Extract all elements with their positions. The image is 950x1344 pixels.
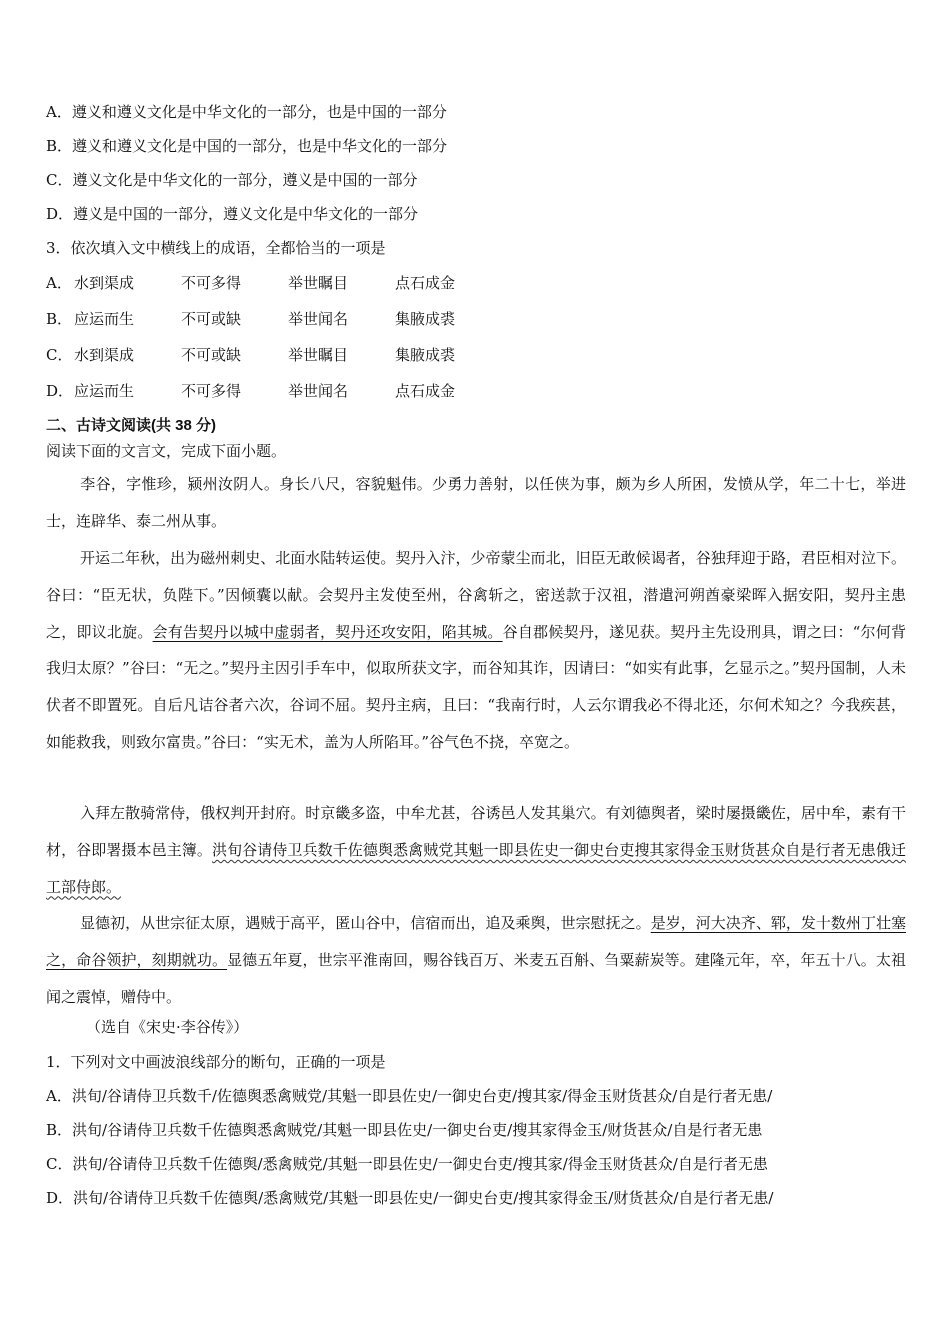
idiom: 举世闻名 (288, 310, 349, 328)
passage-paragraph-4 (46, 905, 906, 1015)
idiom: 举世瞩目 (288, 346, 349, 364)
option-letter: A． (46, 274, 72, 292)
passage-source: （选自《宋史·李谷传》） (86, 1018, 249, 1036)
idiom: 不可或缺 (181, 346, 242, 364)
option-letter: D． (46, 382, 74, 400)
wavy-underlined-passage: 洪旬谷请侍卫兵数千佐德舆悉禽贼党其魁一即县佐史一御史台吏搜其家得金玉财货甚众自是行者无患俄迁工部侍郎。 (46, 840, 906, 896)
idiom: 集腋成裘 (395, 346, 456, 364)
idiom: 应运而生 (74, 310, 135, 328)
idiom: 应运而生 (74, 382, 135, 400)
q2-option-c: C．遵义文化是中华文化的一部分，遵义是中国的一部分 (46, 171, 418, 189)
idiom: 水到渠成 (74, 346, 135, 364)
section-intro: 阅读下面的文言文，完成下面小题。 (46, 442, 287, 460)
option-letter: B． (46, 310, 73, 328)
idiom: 集腋成裘 (395, 310, 456, 328)
q1-stem: 1．下列对文中画波浪线部分的断句，正确的一项是 (46, 1053, 386, 1071)
q2-option-a: A．遵义和遵义文化是中华文化的一部分，也是中国的一部分 (46, 103, 447, 121)
q3-option-c (0, 345, 950, 365)
q3-option-a (0, 273, 950, 293)
idiom: 不可多得 (181, 274, 242, 292)
idiom: 举世瞩目 (288, 274, 349, 292)
underlined-sentence: 会有告契丹以城中虚弱者，契丹还攻安阳，陷其城。 (152, 622, 503, 641)
idiom: 不可多得 (181, 382, 242, 400)
q3-stem: 3．依次填入文中横线上的成语，全都恰当的一项是 (46, 239, 386, 257)
passage-paragraph-3 (46, 795, 906, 905)
idiom: 点石成金 (395, 382, 456, 400)
idiom: 水到渠成 (74, 274, 135, 292)
paragraph-text: 入拜左散骑常侍，俄权判开封府。时京畿多盗，中牟尤甚，谷诱邑人发其巢穴。有刘德舆者，梁时屡摄畿佐，居中牟，素有干材，谷即署摄本邑主簿。 (46, 804, 906, 859)
paragraph-text: 谷自郡候契丹，遂见获。契丹主先设刑具，谓之曰：“尔何背我归太原？”谷曰：“无之。”契丹主因引手车中，似取所获文字，而谷知其诈，因请曰：“如实有此事，乞显示之。”契丹国制，人未伏者不即置死。自后凡诘谷者六次，谷词不屈。契丹主病，且曰：“我南行时，人云尔谓我必不得北还，尔何术知之？今我疾甚，如能救我，则致尔富贵。”谷曰：“实无术，盖为人所陷耳。”谷气色不挠，卒宽之。 (46, 622, 906, 751)
q2-option-d: D．遵义是中国的一部分，遵义文化是中华文化的一部分 (46, 205, 419, 223)
q1-option-d: D．洪旬/谷请侍卫兵数千佐德舆/悉禽贼党/其魁一即县佐史/一御史台吏/搜其家得金玉/财货甚众/自是行者无患/ (46, 1189, 774, 1207)
section-heading: 二、古诗文阅读(共 38 分) (46, 417, 217, 434)
passage-paragraph-2 (46, 540, 906, 761)
q1-option-c: C．洪旬/谷请侍卫兵数千佐德舆/悉禽贼党/其魁一即县佐史/一御史台吏/搜其家/得金玉财货甚众/自是行者无患 (46, 1155, 768, 1173)
q2-option-b: B．遵义和遵义文化是中国的一部分，也是中华文化的一部分 (46, 137, 448, 155)
q3-option-d (0, 381, 950, 401)
paragraph-text: 李谷，字惟珍，颍州汝阴人。身长八尺，容貌魁伟。少勇力善射，以任侠为事，颇为乡人所困，发愤从学，年二十七，举进士，连辟华、泰二州从事。 (46, 475, 906, 530)
option-letter: C． (46, 346, 73, 364)
idiom: 不可或缺 (181, 310, 242, 328)
q3-option-b (0, 309, 950, 329)
idiom: 点石成金 (395, 274, 456, 292)
underlined-sentence: 是岁，河大决齐、郓，发十数州丁壮塞之，命谷领护，刻期就功。 (46, 914, 906, 969)
q1-option-b: B．洪旬/谷请侍卫兵数千佐德舆悉禽贼党/其魁一即县佐史/一御史台吏/搜其家得金玉/财货甚众/自是行者无患 (46, 1121, 763, 1139)
idiom: 举世闻名 (288, 382, 349, 400)
paragraph-text: 显德五年夏，世宗平淮南回，赐谷钱百万、米麦五百斛、刍粟薪炭等。建隆元年，卒，年五十八。太祖闻之震悼，赠侍中。 (46, 950, 906, 1006)
paragraph-text: 显德初，从世宗征太原，遇贼于高平，匿山谷中，信宿而出，追及乘舆，世宗慰抚之。 (80, 914, 651, 932)
passage-paragraph-1 (46, 466, 906, 540)
paragraph-text: 开运二年秋，出为磁州刺史、北面水陆转运使。契丹入汴，少帝蒙尘而北，旧臣无敢候谒者，谷独拜迎于路，君臣相对泣下。谷曰：“臣无状，负陛下。”因倾囊以献。会契丹主发使至州，谷禽斩之，密送款于汉祖，潜遣河朔酋豪梁晖入据安阳，契丹主患之，即议北旋。 (46, 549, 906, 641)
q1-option-a: A．洪旬/谷请侍卫兵数千/佐德舆悉禽贼党/其魁一即县佐史/一御史台吏/搜其家/得金玉财货甚众/自是行者无患/ (46, 1087, 773, 1105)
